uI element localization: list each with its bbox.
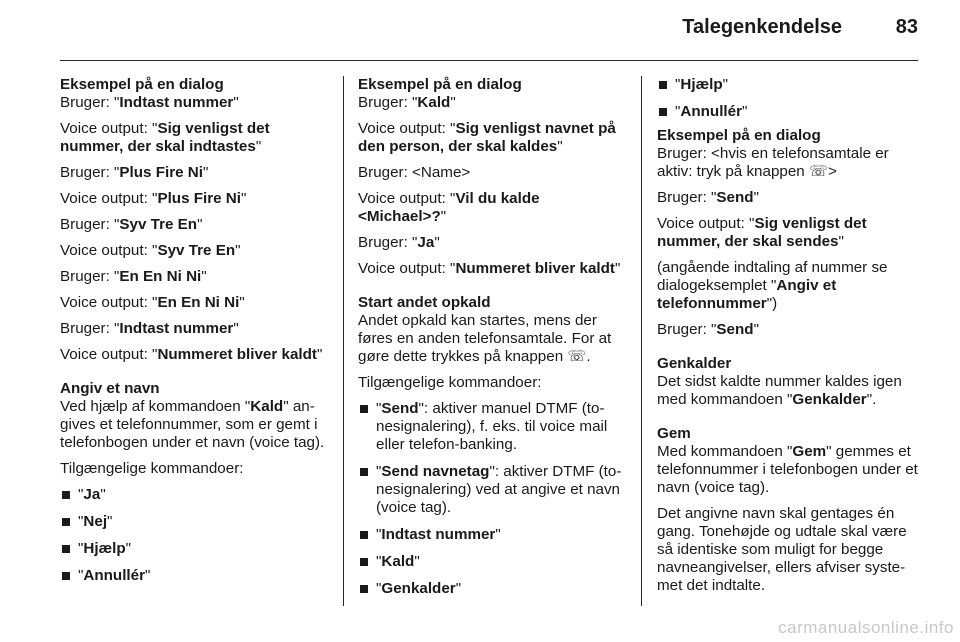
column-divider bbox=[343, 76, 344, 606]
bold-text: Nej bbox=[83, 513, 108, 530]
text-run: ": aktiver DTMF (tonesignalering) ved at angive et navn (voice tag). bbox=[376, 463, 622, 516]
text-run: " bbox=[107, 513, 113, 530]
dialog-line bbox=[60, 164, 328, 182]
text-run: " bbox=[455, 580, 462, 597]
text-run: Bruger: <hvis en telefonsamtale er aktiv: tryk på knappen bbox=[657, 145, 889, 180]
list-item bbox=[358, 580, 626, 598]
text-run: Voice output: " bbox=[657, 215, 755, 232]
text-run: " bbox=[202, 164, 209, 181]
text-run: Voice output: " bbox=[60, 346, 158, 363]
dialog-line bbox=[358, 234, 626, 252]
bold-text: Nummeret bliver kaldt bbox=[455, 260, 615, 277]
text-run: Voice output: " bbox=[60, 120, 158, 137]
dialog-line bbox=[358, 94, 626, 112]
text-run: Andet opkald kan startes, mens der føres en anden telefonsamtale. For at gøre dette trykkes på knappen bbox=[358, 312, 612, 365]
dialog-line bbox=[657, 215, 925, 251]
page-header bbox=[60, 14, 918, 61]
text-run: " bbox=[742, 103, 748, 120]
text-run: ": aktiver manuel DTMF (tonesignalering), f. eks. til voice mail eller telefon-banking. bbox=[376, 400, 608, 453]
dialog-line: Bruger: <Name> bbox=[358, 164, 471, 181]
text-run: " bbox=[434, 234, 440, 251]
bold-text: Syv Tre En bbox=[119, 216, 198, 233]
text-run: Bruger: " bbox=[358, 234, 418, 251]
text-run: (angående indtaling af nummer se dialogeksemplet " bbox=[657, 259, 888, 294]
dialog-line bbox=[60, 320, 328, 338]
text-run: " bbox=[376, 463, 382, 480]
bold-text: Send bbox=[381, 400, 419, 417]
name-section bbox=[60, 380, 328, 585]
dialog-example bbox=[657, 127, 925, 181]
section-text bbox=[358, 312, 626, 366]
second-call-section bbox=[358, 294, 626, 598]
bold-text: Angiv et telefonnummer bbox=[657, 277, 837, 312]
bold-text: Sig venligst det nummer, der skal sendes bbox=[657, 215, 867, 250]
dialog-line bbox=[657, 259, 925, 313]
section-heading: Eksempel på en dialog bbox=[657, 127, 821, 144]
text-run: Bruger: " bbox=[60, 94, 120, 111]
section-text bbox=[657, 443, 925, 497]
text-run: " bbox=[235, 242, 241, 259]
bold-text: Kald bbox=[250, 398, 284, 415]
dialog-line bbox=[358, 120, 626, 156]
watermark: carmanualsonline.info bbox=[778, 618, 954, 637]
bold-text: Sig venligst navnet på den person, der skal kaldes bbox=[358, 120, 616, 155]
text-run: " bbox=[753, 189, 759, 206]
bold-text: Genkalder bbox=[381, 580, 456, 597]
text-run: " bbox=[376, 580, 382, 597]
text-run: " bbox=[100, 486, 106, 503]
bold-text: Kald bbox=[417, 94, 451, 111]
text-run: " bbox=[376, 553, 382, 570]
text-run: " bbox=[145, 567, 151, 584]
text-run: ". bbox=[866, 391, 877, 408]
list-item bbox=[358, 463, 626, 517]
text-run: " bbox=[557, 138, 563, 155]
dialog-example bbox=[60, 76, 328, 112]
column-2 bbox=[358, 76, 626, 607]
text-run: " bbox=[241, 190, 247, 207]
text-run: " bbox=[722, 76, 729, 93]
list-item bbox=[358, 400, 626, 454]
bold-text: Plus Fire Ni bbox=[157, 190, 241, 207]
text-run: " bbox=[675, 103, 681, 120]
text-run: " bbox=[201, 268, 207, 285]
text-run: " gemmes et telefonnummer i telefonbogen under et navn (voice tag). bbox=[657, 443, 918, 496]
text-run: " bbox=[125, 540, 132, 557]
list-item bbox=[60, 486, 328, 504]
phone-icon: ☏ bbox=[808, 163, 828, 180]
text-run: " bbox=[376, 526, 382, 543]
bold-text: Ja bbox=[417, 234, 435, 251]
dialog-example bbox=[358, 76, 626, 112]
text-run: " bbox=[233, 320, 239, 337]
text-run: Bruger: " bbox=[358, 94, 418, 111]
text-run: " bbox=[78, 513, 84, 530]
text-run: Det sidst kaldte nummer kaldes igen med kommandoen " bbox=[657, 373, 902, 408]
text-run: Voice output: " bbox=[358, 120, 456, 137]
bold-text: Annullér bbox=[680, 103, 743, 120]
list-item bbox=[358, 553, 626, 571]
text-run: " bbox=[78, 567, 84, 584]
text-run: " bbox=[614, 260, 621, 277]
column-3 bbox=[657, 76, 925, 603]
text-run: ") bbox=[766, 295, 778, 312]
section-heading: Start andet opkald bbox=[358, 294, 491, 311]
text-run: Voice output: " bbox=[60, 190, 158, 207]
dialog-line bbox=[60, 242, 328, 260]
bold-text: Send bbox=[716, 321, 754, 338]
text-run: Bruger: " bbox=[60, 320, 120, 337]
bold-text: Hjælp bbox=[83, 540, 126, 557]
text-run: Bruger: " bbox=[60, 164, 120, 181]
text-run: > bbox=[827, 163, 837, 180]
bold-text: Nummeret bliver kaldt bbox=[157, 346, 317, 363]
text-run: " bbox=[440, 208, 447, 225]
dialog-line bbox=[60, 216, 328, 234]
bold-text: Indtast nummer bbox=[119, 94, 234, 111]
text-run: " bbox=[255, 138, 262, 155]
section-heading: Genkalder bbox=[657, 355, 732, 372]
text-run: " bbox=[376, 400, 382, 417]
bold-text: Plus Fire Ni bbox=[119, 164, 203, 181]
text-run: Voice output: " bbox=[358, 260, 456, 277]
bold-text: Send navnetag bbox=[381, 463, 490, 480]
commands-label: Tilgængelige kommandoer: bbox=[358, 374, 542, 391]
page-number: 83 bbox=[895, 16, 918, 38]
list-item bbox=[358, 526, 626, 544]
text-run: " bbox=[197, 216, 203, 233]
bold-text: Ja bbox=[83, 486, 101, 503]
section-heading: Eksempel på en dialog bbox=[358, 76, 522, 93]
dialog-line bbox=[60, 94, 328, 112]
list-item bbox=[657, 76, 925, 94]
bold-text: Send bbox=[716, 189, 754, 206]
dialog-line bbox=[657, 145, 925, 181]
text-run: " bbox=[675, 76, 681, 93]
dialog-line bbox=[657, 189, 925, 207]
column-divider bbox=[641, 76, 642, 606]
text-run: " bbox=[233, 94, 239, 111]
section-text: Det angivne navn skal gentages én gang. Tonehøjde og udtale skal være så identiske som muligt for begge navneangivelser, ellers afviser systemet det indtalte. bbox=[657, 505, 907, 594]
section-text bbox=[60, 398, 328, 452]
commands-label: Tilgængelige kommandoer: bbox=[60, 460, 244, 477]
list-item bbox=[60, 567, 328, 585]
dialog-line bbox=[60, 120, 328, 156]
text-run: Bruger: " bbox=[60, 268, 120, 285]
phone-icon: ☏ bbox=[567, 348, 587, 365]
list-item bbox=[657, 103, 925, 121]
bold-text: En En Ni Ni bbox=[119, 268, 202, 285]
text-run: Med kommandoen " bbox=[657, 443, 793, 460]
text-run: " bbox=[450, 94, 456, 111]
page-title: Talegenkendelse bbox=[682, 16, 842, 38]
section-heading: Gem bbox=[657, 425, 691, 442]
bold-text: Gem bbox=[792, 443, 827, 460]
bold-text: Indtast nummer bbox=[119, 320, 234, 337]
dialog-line bbox=[358, 260, 626, 278]
bold-text: Indtast nummer bbox=[381, 526, 496, 543]
section-heading: Angiv et navn bbox=[60, 380, 160, 397]
dialog-line bbox=[60, 346, 328, 364]
redial-section bbox=[657, 355, 925, 409]
text-run: " bbox=[78, 486, 84, 503]
list-item bbox=[60, 540, 328, 558]
text-run: Ved hjælp af kommandoen " bbox=[60, 398, 251, 415]
text-run: Voice output: " bbox=[358, 190, 456, 207]
dialog-line bbox=[60, 268, 328, 286]
dialog-line bbox=[60, 294, 328, 312]
text-run: " bbox=[78, 540, 84, 557]
dialog-line bbox=[358, 190, 626, 226]
bold-text: Genkalder bbox=[792, 391, 867, 408]
bold-text: Vil du kalde <Michael>? bbox=[358, 190, 540, 225]
column-1 bbox=[60, 76, 328, 594]
text-run: . bbox=[586, 348, 591, 365]
text-run: " angives et telefonnummer, som er gemt i telefonbogen under et navn (voice tag). bbox=[60, 398, 325, 451]
section-text bbox=[657, 373, 925, 409]
text-run: Voice output: " bbox=[60, 242, 158, 259]
text-run: " bbox=[753, 321, 759, 338]
bold-text: Sig venligst det nummer, der skal indtastes bbox=[60, 120, 270, 155]
section-heading: Eksempel på en dialog bbox=[60, 76, 224, 93]
text-run: " bbox=[316, 346, 323, 363]
text-run: " bbox=[495, 526, 501, 543]
bold-text: Hjælp bbox=[680, 76, 723, 93]
text-run: Bruger: " bbox=[657, 189, 717, 206]
text-run: Bruger: " bbox=[657, 321, 717, 338]
dialog-line bbox=[60, 190, 328, 208]
list-item bbox=[60, 513, 328, 531]
text-run: Bruger: " bbox=[60, 216, 120, 233]
bold-text: Syv Tre En bbox=[157, 242, 236, 259]
text-run: " bbox=[414, 553, 420, 570]
bold-text: Kald bbox=[381, 553, 415, 570]
bold-text: Annullér bbox=[83, 567, 146, 584]
text-run: " bbox=[239, 294, 245, 311]
dialog-line bbox=[657, 321, 925, 339]
text-run: Voice output: " bbox=[60, 294, 158, 311]
save-section bbox=[657, 425, 925, 595]
bold-text: En En Ni Ni bbox=[157, 294, 240, 311]
text-run: " bbox=[838, 233, 844, 250]
